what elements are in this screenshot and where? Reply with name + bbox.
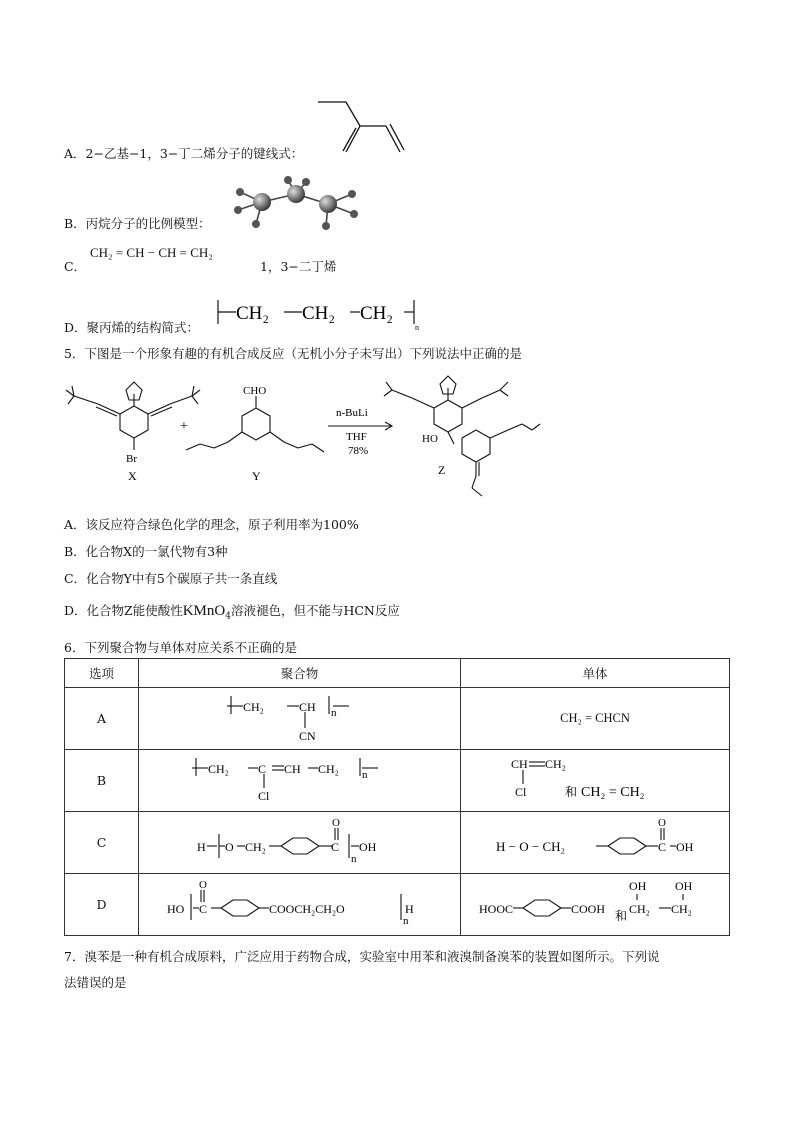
butadiene-formula: CH₂ = CH − CH = CH₂ <box>90 245 213 260</box>
monomer-c <box>461 812 730 874</box>
polymer-b <box>139 750 461 812</box>
svg-text:O: O <box>224 840 234 854</box>
reagent: n-BuLi <box>336 407 368 419</box>
polymer-d <box>139 874 461 936</box>
svg-text:CH₂: CH₂ <box>545 757 566 771</box>
table-row <box>65 874 730 936</box>
monomer-b-and: 和 <box>565 785 578 799</box>
x-br: Br <box>126 453 137 465</box>
polymer-c <box>139 812 461 874</box>
row-option: B <box>65 750 139 812</box>
reaction-scheme <box>62 368 542 498</box>
svg-text:CH₂: CH₂ <box>242 700 264 714</box>
bond-line-formula-2-ethyl-butadiene <box>310 96 406 158</box>
butadiene-name: 1，3−二丁烯 <box>260 259 337 274</box>
solvent: THF <box>346 431 367 443</box>
svg-text:HOOC: HOOC <box>479 902 514 916</box>
q7-stem-line1: 7．溴苯是一种有机合成原料，广泛应用于药物合成，实验室中用苯和液溴制备溴苯的装置如图所示。下列说 <box>64 949 660 964</box>
monomer-d <box>461 874 730 936</box>
q5-option-c: C．化合物Y中有5个碳原子共一条直线 <box>64 571 278 586</box>
svg-text:H: H <box>404 902 414 916</box>
header-monomer: 单体 <box>461 659 730 688</box>
polymer-a <box>139 688 461 750</box>
header-polymer: 聚合物 <box>139 659 461 688</box>
polypropylene-structure <box>214 296 424 332</box>
monomer-c-text: H − O − CH₂ <box>496 839 566 854</box>
option-4b: B．丙烷分子的比例模型： <box>64 216 211 231</box>
ch2-1: CH₂ <box>236 303 270 324</box>
option-4a: A．2−乙基−1，3−丁二烯分子的键线式： <box>64 146 304 161</box>
svg-text:O: O <box>658 817 666 829</box>
svg-text:OH: OH <box>675 879 693 893</box>
option-4d: D．聚丙烯的结构简式： <box>64 320 200 335</box>
row-option: A <box>65 688 139 750</box>
svg-text:n: n <box>361 769 367 781</box>
svg-text:OH: OH <box>358 840 376 854</box>
svg-text:n: n <box>330 707 336 719</box>
plus-sign: + <box>180 419 188 434</box>
svg-text:O: O <box>198 879 207 891</box>
q6-stem: 6．下列聚合物与单体对应关系不正确的是 <box>64 640 297 655</box>
polymer-monomer-table <box>64 658 730 936</box>
svg-text:CH: CH <box>511 757 528 771</box>
svg-text:O: O <box>331 817 340 829</box>
svg-text:n: n <box>350 853 356 865</box>
monomer-b <box>461 750 730 812</box>
svg-text:CH₂: CH₂ <box>317 762 339 776</box>
svg-text:H: H <box>196 840 206 854</box>
q7-stem-line2: 法错误的是 <box>64 975 127 990</box>
svg-text:CH₂: CH₂ <box>244 840 266 854</box>
svg-text:CH: CH <box>283 762 301 776</box>
svg-text:C: C <box>658 840 667 854</box>
svg-text:COOCH₂CH₂O: COOCH₂CH₂O <box>268 902 345 916</box>
svg-text:Cl: Cl <box>257 789 269 803</box>
table-header-row <box>65 659 730 688</box>
q5-option-a: A．该反应符合绿色化学的理念，原子利用率为100% <box>64 517 359 532</box>
table-row <box>65 750 730 812</box>
q5-option-d: D．化合物Z能使酸性KMnO$_4$溶液褪色，但不能与HCN反应 <box>64 603 400 622</box>
q5-stem: 5．下图是一个形象有趣的有机合成反应（无机小分子未写出）下列说法中正确的是 <box>64 346 522 361</box>
x-label: X <box>128 469 137 483</box>
svg-text:OH: OH <box>676 840 694 854</box>
table-row <box>65 812 730 874</box>
repeat-n: n <box>415 323 419 332</box>
monomer-b-ethylene: CH₂ = CH₂ <box>581 785 645 800</box>
z-label: Z <box>438 463 446 477</box>
svg-text:OH: OH <box>629 879 647 893</box>
svg-text:C: C <box>198 902 207 916</box>
svg-text:C: C <box>257 762 266 776</box>
option-4c: C． <box>64 259 87 274</box>
table-row <box>65 688 730 750</box>
yield: 78% <box>348 445 369 457</box>
monomer-d-and: 和 <box>615 909 628 923</box>
svg-text:HO: HO <box>166 902 184 916</box>
y-label: Y <box>252 469 261 483</box>
svg-text:C: C <box>330 840 339 854</box>
q5-option-b: B．化合物X的一氯代物有3种 <box>64 544 228 559</box>
ch2-3: CH₂ <box>360 303 394 324</box>
svg-text:CH₂: CH₂ <box>671 902 692 916</box>
svg-text:Cl: Cl <box>515 785 527 799</box>
svg-text:CN: CN <box>298 729 316 743</box>
svg-text:CH₂: CH₂ <box>207 762 229 776</box>
propane-ball-model <box>226 176 362 232</box>
monomer-a: CH₂ = CHCN <box>461 688 730 750</box>
z-ho: HO <box>422 433 438 445</box>
row-option: D <box>65 874 139 936</box>
row-option: C <box>65 812 139 874</box>
y-cho: CHO <box>243 385 267 397</box>
header-option: 选项 <box>65 659 139 688</box>
svg-text:CH: CH <box>298 700 316 714</box>
ch2-2: CH₂ <box>302 303 336 324</box>
svg-text:CH₂: CH₂ <box>629 902 650 916</box>
svg-text:n: n <box>402 915 408 927</box>
svg-text:COOH: COOH <box>571 902 606 916</box>
